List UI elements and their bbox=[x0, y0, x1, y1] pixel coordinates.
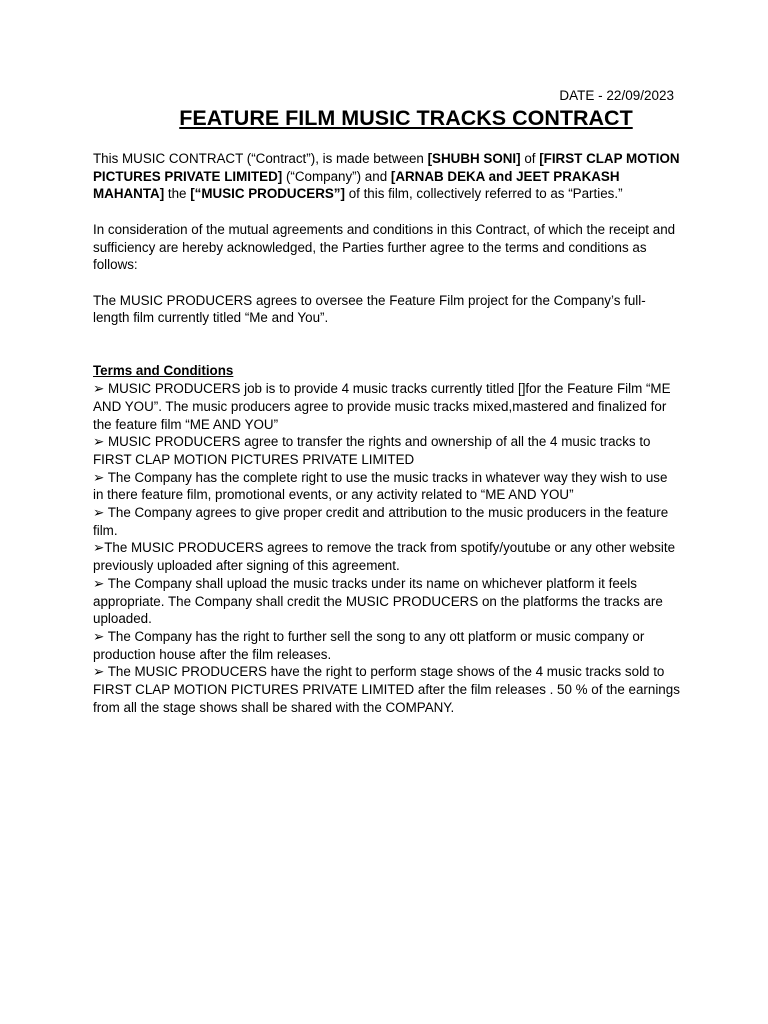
arrow-bullet-icon: ➢ bbox=[93, 381, 105, 397]
term-text: The Company has the right to further sell the song to any ott platform or music company or production house after the film releases. bbox=[93, 628, 645, 662]
term-text: The MUSIC PRODUCERS agrees to remove the track from spotify/youtube or any other website previously uploaded after signing of this agreement. bbox=[93, 540, 676, 574]
contract-title: FEATURE FILM MUSIC TRACKS CONTRACT bbox=[179, 106, 633, 130]
parties-text-4: the bbox=[164, 186, 191, 202]
arrow-bullet-icon: ➢ bbox=[93, 664, 105, 680]
term-item bbox=[93, 380, 681, 433]
arrow-bullet-icon: ➢ bbox=[93, 469, 105, 485]
party-company: [FIRST CLAP MOTION PICTURES PRIVATE LIMITED] bbox=[93, 151, 680, 184]
arrow-bullet-icon: ➢ bbox=[93, 540, 105, 556]
party-producers-label: [“MUSIC PRODUCERS”] bbox=[190, 186, 345, 202]
parties-text-1: This MUSIC CONTRACT (“Contract”), is made between bbox=[93, 151, 428, 166]
term-item bbox=[93, 628, 681, 663]
parties-text-5: of this film, collectively referred to as “Parties.” bbox=[344, 186, 623, 202]
consideration-paragraph: In consideration of the mutual agreements and conditions in this Contract, of which the receipt and sufficiency are hereby acknowledged, the Parties further agree to the terms and conditions as follows: bbox=[93, 221, 676, 273]
term-text: MUSIC PRODUCERS agree to transfer the rights and ownership of all the 4 music tracks to FIRST CLAP MOTION PICTURES PRIVATE LIMITED bbox=[93, 434, 651, 467]
term-text: The MUSIC PRODUCERS have the right to perform stage shows of the 4 music tracks sold to FIRST CLAP MOTION PICTURES PRIVATE LIMITED after the film releases . 50 % of the earnings from all the stage shows shall be shared with the COMPANY. bbox=[93, 664, 680, 715]
term-item bbox=[93, 433, 681, 468]
parties-text-2: of bbox=[520, 151, 540, 166]
arrow-bullet-icon: ➢ bbox=[93, 505, 105, 521]
term-item bbox=[93, 539, 681, 574]
term-item bbox=[93, 469, 681, 504]
party-name-shubh: [SHUBH SONI] bbox=[427, 151, 521, 166]
term-item bbox=[93, 504, 681, 539]
parties-paragraph bbox=[93, 150, 681, 203]
arrow-bullet-icon: ➢ bbox=[93, 575, 105, 591]
parties-text-3: (“Company”) and bbox=[282, 168, 391, 184]
arrow-bullet-icon: ➢ bbox=[93, 628, 105, 644]
term-item bbox=[93, 575, 681, 628]
term-text: MUSIC PRODUCERS job is to provide 4 music tracks currently titled []for the Feature Film “ME AND YOU”. The music producers agree to provide music tracks mixed,mastered and finalized for the feature film “ME AND YOU” bbox=[93, 381, 671, 432]
oversee-paragraph: The MUSIC PRODUCERS agrees to oversee the Feature Film project for the Company’s full-length film currently titled “Me and You”. bbox=[93, 292, 646, 326]
terms-heading: Terms and Conditions bbox=[93, 363, 234, 379]
arrow-bullet-icon: ➢ bbox=[93, 434, 105, 450]
term-item bbox=[93, 663, 681, 716]
contract-date: DATE - 22/09/2023 bbox=[559, 88, 674, 103]
contract-body bbox=[93, 150, 681, 716]
term-text: The Company has the complete right to use the music tracks in whatever way they wish to use in there feature film, promotional events, or any activity related to “ME AND YOU” bbox=[93, 469, 668, 503]
party-producers-names: [ARNAB DEKA and JEET PRAKASH MAHANTA] bbox=[93, 168, 620, 202]
term-text: The Company shall upload the music tracks under its name on whichever platform it feels appropriate. The Company shall credit the MUSIC PRODUCERS on the platforms the tracks are uploaded. bbox=[93, 575, 663, 627]
term-text: The Company agrees to give proper credit and attribution to the music producers in the feature film. bbox=[93, 505, 669, 538]
